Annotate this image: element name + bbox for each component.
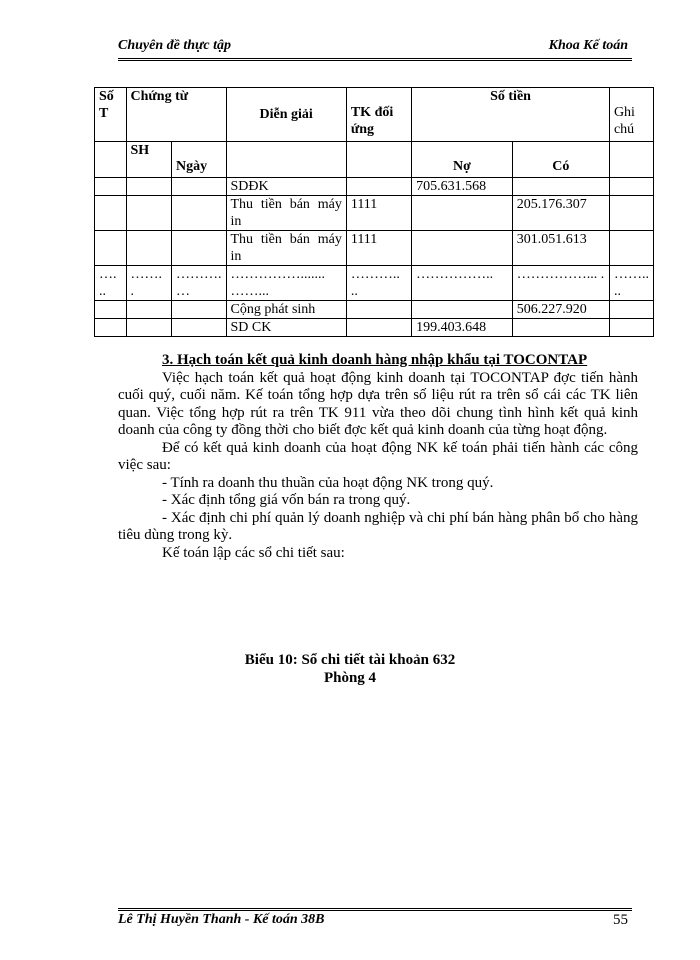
cell-co: 506.227.920 <box>512 301 609 319</box>
col-co: Có <box>512 142 609 178</box>
cell-no: …………….. <box>412 266 513 301</box>
table-row <box>95 301 654 319</box>
cell-sh <box>126 231 172 266</box>
cell-ghi-chu <box>609 178 653 196</box>
col-dien-giai: Diễn giải <box>226 88 346 142</box>
cell-tk: ……….. .. <box>346 266 411 301</box>
table-row <box>95 196 654 231</box>
header-rule <box>118 58 632 63</box>
col-ghi-chu: Ghi chú <box>609 88 653 142</box>
cell-co: 301.051.613 <box>512 231 609 266</box>
cell-dien-giai: SDĐK <box>226 178 346 196</box>
section-title: 3. Hạch toán kết quả kinh doanh hàng nhập khẩu tại TOCONTAP <box>162 352 588 368</box>
cell-dien-giai: ……………....... ……... <box>226 266 346 301</box>
table-row <box>95 178 654 196</box>
bullet-item: - Xác định chi phí quản lý doanh nghiệp và chi phí bán hàng phân bổ cho hàng tiêu dùng trong kỳ. <box>118 509 638 543</box>
col-so-tien: Số tiền <box>412 88 610 142</box>
cell-co: ……………... . <box>512 266 609 301</box>
col-tk-doi-ung: TK đối ứng <box>346 88 411 142</box>
cell-ghi-chu <box>609 319 653 337</box>
cell-co <box>512 178 609 196</box>
col-ngay: Ngày <box>172 142 227 178</box>
cell-tk: 1111 <box>346 231 411 266</box>
cell-dien-giai: Cộng phát sinh <box>226 301 346 319</box>
cell-ngay: ………. … <box>172 266 227 301</box>
empty-cell <box>226 142 346 178</box>
cell-sh <box>126 319 172 337</box>
cell-stt <box>95 196 127 231</box>
col-sh: SH <box>126 142 172 178</box>
cell-no: 705.631.568 <box>412 178 513 196</box>
cell-co <box>512 319 609 337</box>
paragraph: Việc hạch toán kết quả hoạt động kinh doanh tại TOCONTAP đợc tiến hành cuối quý, cuối năm. Kế toán tổng hợp dựa trên số liệu rút ra trên sổ cái các TK liên quan. Việc tổng hợp rút ra trên TK 911 vừa theo dõi chung tình hình kết quả kinh doanh của công ty đồng thời cho biết đợc kết quả kinh doanh của từng hoạt động. <box>118 369 638 438</box>
empty-cell <box>346 142 411 178</box>
ledger-table <box>94 87 654 337</box>
cell-sh <box>126 178 172 196</box>
body-section <box>118 352 638 562</box>
cell-tk: 1111 <box>346 196 411 231</box>
footer-author: Lê Thị Huyền Thanh - Kế toán 38B <box>118 912 325 927</box>
cell-ngay <box>172 196 227 231</box>
col-no: Nợ <box>412 142 513 178</box>
cell-ngay <box>172 178 227 196</box>
cell-ngay <box>172 231 227 266</box>
cell-ghi-chu <box>609 231 653 266</box>
cell-ghi-chu <box>609 301 653 319</box>
table-row <box>95 231 654 266</box>
cell-sh <box>126 196 172 231</box>
table-row <box>95 319 654 337</box>
cell-sh: ……. . <box>126 266 172 301</box>
cell-ghi-chu <box>609 196 653 231</box>
header-left: Chuyên đề thực tập <box>118 38 232 53</box>
cell-tk <box>346 319 411 337</box>
page-number: 55 <box>613 912 628 928</box>
table-subheader-row <box>95 142 654 178</box>
cell-no <box>412 196 513 231</box>
cell-no <box>412 231 513 266</box>
table-header-row <box>95 88 654 142</box>
cell-no <box>412 301 513 319</box>
bullet-item: - Tính ra doanh thu thuần của hoạt động NK trong quý. <box>162 474 494 491</box>
cell-tk <box>346 178 411 196</box>
cell-dien-giai: Thu tiền bán máy in <box>226 196 346 231</box>
cell-no: 199.403.648 <box>412 319 513 337</box>
cell-dien-giai: Thu tiền bán máy in <box>226 231 346 266</box>
table-row <box>95 266 654 301</box>
cell-stt <box>95 178 127 196</box>
cell-stt: …. .. <box>95 266 127 301</box>
empty-cell <box>95 142 127 178</box>
header-right: Khoa Kế toán <box>548 38 628 53</box>
cell-ngay <box>172 319 227 337</box>
cell-sh <box>126 301 172 319</box>
cell-stt <box>95 231 127 266</box>
cell-ngay <box>172 301 227 319</box>
cell-tk <box>346 301 411 319</box>
cell-stt <box>95 301 127 319</box>
empty-cell <box>609 142 653 178</box>
col-so-t: Số T <box>95 88 127 142</box>
paragraph: Để có kết quả kinh doanh của hoạt động NK kế toán phải tiến hành các công việc sau: <box>118 439 638 473</box>
cell-dien-giai: SD CK <box>226 319 346 337</box>
bullet-item: - Xác định tổng giá vốn bán ra trong quý. <box>162 492 411 508</box>
paragraph: Kế toán lập các sổ chi tiết sau: <box>162 544 345 561</box>
col-chung-tu: Chứng từ <box>126 88 226 142</box>
cell-stt <box>95 319 127 337</box>
caption-subtitle: Phòng 4 <box>323 670 377 686</box>
cell-co: 205.176.307 <box>512 196 609 231</box>
cell-ghi-chu: …….. .. <box>609 266 653 301</box>
caption-title: Biểu 10: Sổ chi tiết tài khoản 632 <box>244 652 456 668</box>
